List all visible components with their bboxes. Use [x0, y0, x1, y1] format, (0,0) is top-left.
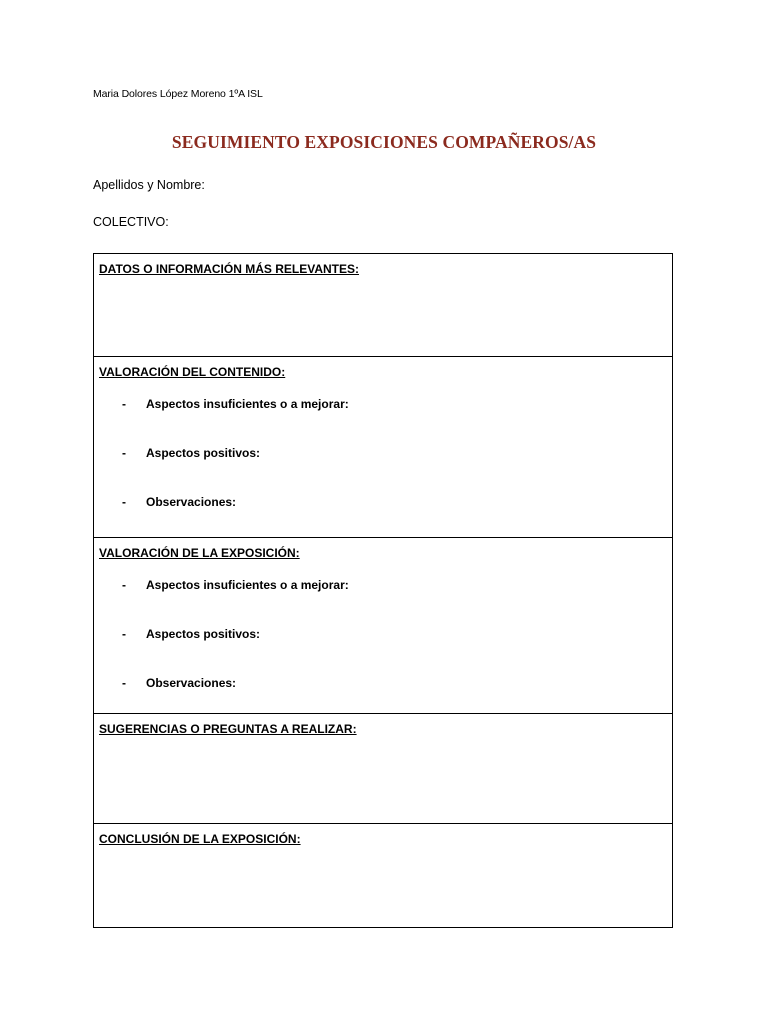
bullet-marker: -	[122, 446, 126, 460]
section-heading: VALORACIÓN DE LA EXPOSICIÓN:	[99, 546, 300, 560]
section-heading: DATOS O INFORMACIÓN MÁS RELEVANTES:	[99, 262, 360, 276]
section-relevant-data	[94, 254, 672, 357]
colectivo-field-label: COLECTIVO:	[93, 215, 169, 229]
bullet-marker: -	[122, 495, 126, 509]
section-heading: CONCLUSIÓN DE LA EXPOSICIÓN:	[99, 832, 301, 846]
bullet-marker: -	[122, 397, 126, 411]
bullet-item: Aspectos insuficientes o a mejorar:	[146, 397, 349, 411]
bullet-marker: -	[122, 578, 126, 592]
bullet-marker: -	[122, 627, 126, 641]
section-presentation-assessment	[94, 538, 672, 714]
bullet-item: Aspectos positivos:	[146, 627, 261, 641]
page-title: SEGUIMIENTO EXPOSICIONES COMPAÑEROS/AS	[171, 132, 597, 152]
name-field-label: Apellidos y Nombre:	[93, 178, 205, 192]
section-suggestions	[94, 714, 672, 824]
bullet-item: Aspectos insuficientes o a mejorar:	[146, 578, 349, 592]
section-heading: SUGERENCIAS O PREGUNTAS A REALIZAR:	[99, 722, 357, 736]
section-conclusion	[94, 824, 672, 927]
bullet-item: Aspectos positivos:	[146, 446, 261, 460]
section-heading: VALORACIÓN DEL CONTENIDO:	[99, 365, 286, 379]
bullet-item: Observaciones:	[146, 676, 237, 690]
bullet-marker: -	[122, 676, 126, 690]
author-line: Maria Dolores López Moreno 1ºA ISL	[93, 88, 263, 100]
bullet-item: Observaciones:	[146, 495, 237, 509]
evaluation-table	[93, 253, 673, 928]
section-content-assessment	[94, 357, 672, 538]
